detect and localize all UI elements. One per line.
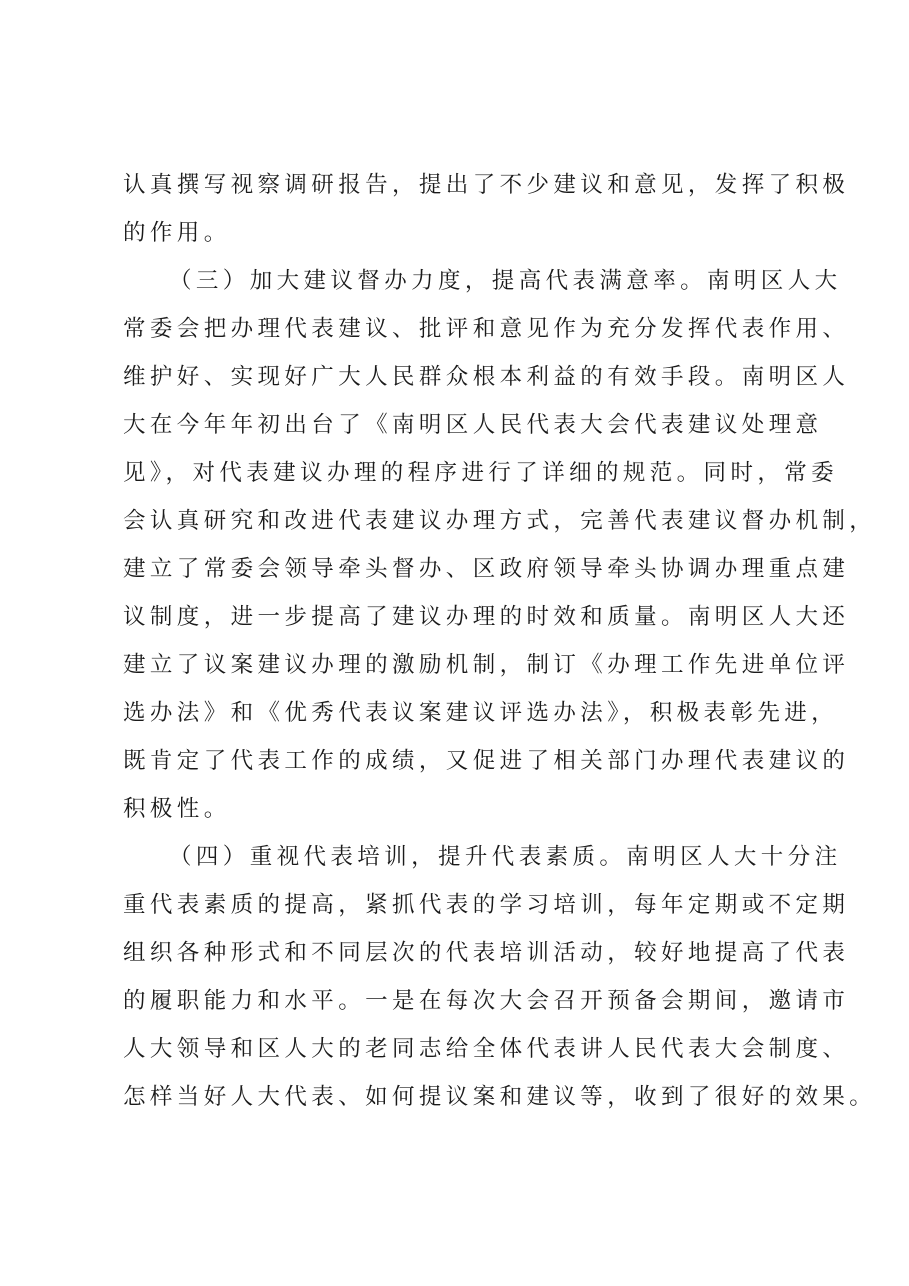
text-line: 议制度，进一步提高了建议办理的时效和质量。南明区人大还 <box>123 604 850 630</box>
text-line: 见》，对代表建议办理的程序进行了详细的规范。同时，常委 <box>123 460 839 486</box>
text-line: 积极性。 <box>123 796 231 822</box>
text-line: 重代表素质的提高，紧抓代表的学习培训，每年定期或不定期 <box>123 892 850 918</box>
text-line: 维护好、实现好广大人民群众根本利益的有效手段。南明区人 <box>123 364 850 390</box>
text-line: 建立了议案建议办理的激励机制，制订《办理工作先进单位评 <box>123 652 850 678</box>
text-line: 的履职能力和水平。一是在每次大会召开预备会期间，邀请市 <box>123 988 850 1014</box>
text-line: 人大领导和区人大的老同志给全体代表讲人民代表大会制度、 <box>123 1036 850 1062</box>
text-line: 既肯定了代表工作的成绩，又促进了相关部门办理代表建议的 <box>123 748 850 774</box>
text-line: 怎样当好人大代表、如何提议案和建议等，收到了很好的效果。 <box>123 1084 877 1110</box>
text-line: 会认真研究和改进代表建议办理方式，完善代表建议督办机制， <box>123 508 877 534</box>
text-line: 组织各种形式和不同层次的代表培训活动，较好地提高了代表 <box>123 940 850 966</box>
text-line: 选办法》和《优秀代表议案建议评选办法》，积极表彰先进， <box>123 700 839 726</box>
paragraph-heading-line: （三）加大建议督办力度，提高代表满意率。南明区人大 <box>169 268 842 294</box>
text-line: 大在今年年初出台了《南明区人民代表大会代表建议处理意 <box>123 412 823 438</box>
text-line: 常委会把办理代表建议、批评和意见作为充分发挥代表作用、 <box>123 316 850 342</box>
text-line: 建立了常委会领导牵头督办、区政府领导牵头协调办理重点建 <box>123 556 850 582</box>
text-line: 认真撰写视察调研报告，提出了不少建议和意见，发挥了积极 <box>123 172 850 198</box>
paragraph-heading-line: （四）重视代表培训，提升代表素质。南明区人大十分注 <box>169 844 842 870</box>
text-line: 的作用。 <box>123 220 231 246</box>
